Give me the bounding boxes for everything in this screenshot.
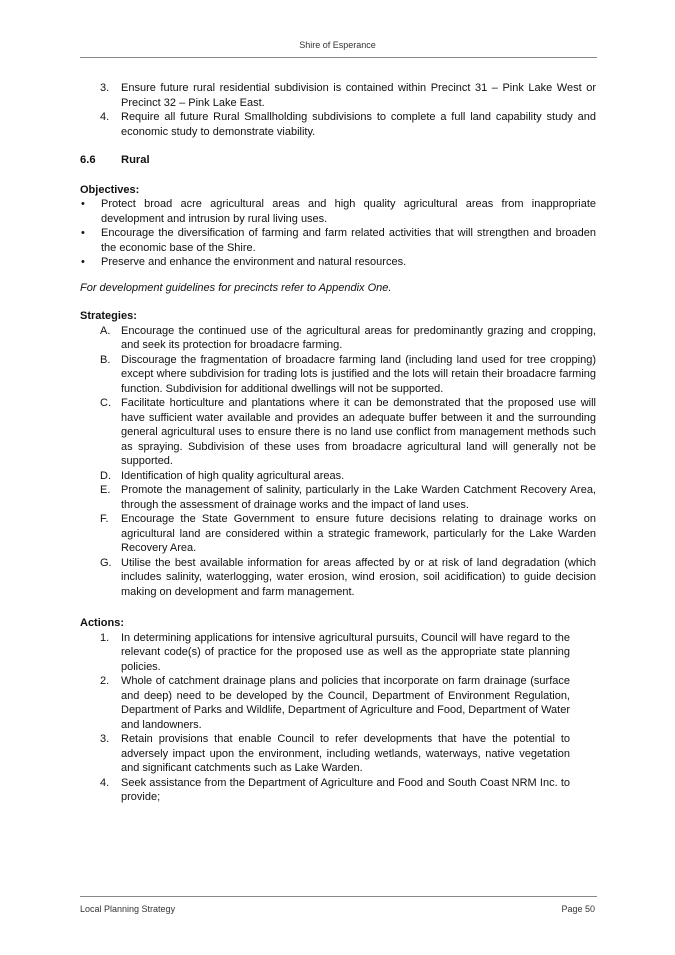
section-heading: [80, 153, 596, 168]
bullet-icon: •: [81, 198, 85, 210]
footer-document-title: Local Planning Strategy: [80, 904, 176, 914]
section-title: Rural: [121, 154, 150, 166]
list-item: [100, 674, 596, 732]
item-text: Retain provisions that enable Council to refer developments that have the potential to adversely impact upon the environment, including wetlands, waterways, native vegetation and significant catchments such as Lake Warden.: [121, 733, 570, 774]
header-rule: [80, 57, 597, 58]
list-item: [100, 353, 596, 397]
item-text: Encourage the continued use of the agricultural areas for predominantly grazing and cropping, and seek its protection for broadacre farming.: [121, 324, 596, 351]
item-number: 3.: [100, 82, 110, 94]
item-number: 3.: [100, 733, 110, 745]
item-text: Facilitate horticulture and plantations where it can be demonstrated that the proposed use will have sufficient water available and provides an adequate buffer between it and the surrounding general agricultural uses to ensure there is no land use conflict from management methods such as spraying. Subdivision of these uses from broadacre agricultural land will generally not be supported.: [121, 397, 596, 467]
item-number: 4.: [100, 776, 110, 789]
bullet-icon: •: [81, 227, 85, 239]
item-number: B.: [100, 353, 111, 366]
item-number: D.: [100, 469, 111, 482]
item-number: A.: [100, 324, 111, 337]
item-text: Promote the management of salinity, particularly in the Lake Warden Catchment Recovery Area, through the assessment of drainage works and the impact of land uses.: [121, 484, 596, 511]
item-text: Encourage the State Government to ensure future decisions relating to drainage works on agricultural land are considered within a strategic framework, particularly for the Lake Warden Recovery Area.: [121, 513, 596, 554]
list-item: [100, 776, 596, 805]
item-number: 4.: [100, 111, 110, 123]
item-number: 1.: [100, 631, 110, 644]
list-item: [100, 556, 596, 600]
list-item: [100, 110, 596, 139]
list-item: [100, 732, 596, 776]
item-text: Seek assistance from the Department of Agriculture and Food and South Coast NRM Inc. to provide;: [121, 776, 570, 803]
list-item: [100, 512, 596, 556]
guideline-note: For development guidelines for precincts refer to Appendix One.: [80, 281, 392, 294]
item-text: Preserve and enhance the environment and natural resources.: [101, 256, 407, 268]
item-text: Encourage the diversification of farming and farm related activities that will strengthen and broaden the economic base of the Shire.: [101, 227, 596, 254]
actions-heading: Actions:: [80, 617, 124, 629]
list-item: [100, 631, 596, 675]
section-number: 6.6: [80, 154, 96, 166]
page-header: Shire of Esperance: [299, 40, 376, 50]
item-text: Utilise the best available information for areas affected by or at risk of land degradation (which includes salinity, waterlogging, water erosion, wind erosion, soil acidification) to guide decision making on development and farm management.: [121, 556, 596, 598]
list-item: [100, 483, 596, 512]
objectives-list: [80, 197, 596, 270]
item-text: Discourage the fragmentation of broadacre farming land (including land used for tree cropping) except where subdivision for trading lots is justified and the lots will retain their broadacre farming function. Subdivision for additional dwellings will not be supported.: [121, 353, 596, 395]
item-text: Require all future Rural Smallholding subdivisions to complete a full land capability study and economic study to demonstrate viability.: [121, 111, 596, 138]
item-number: 2.: [100, 675, 110, 687]
item-text: Protect broad acre agricultural areas and high quality agricultural areas from inappropriate development and intrusion by rural living uses.: [101, 198, 596, 225]
item-number: F.: [100, 513, 109, 525]
list-item: [100, 324, 596, 353]
item-text: Whole of catchment drainage plans and policies that incorporate on farm drainage (surface and deep) need to be developed by the Council, Department of Environment Regulation, Department of Parks and Wildlife, Department of Agriculture and Food, Department of Water and landowners.: [121, 675, 570, 731]
list-item: [100, 469, 596, 484]
strategies-list: [80, 324, 596, 600]
strategies-heading: Strategies:: [80, 310, 137, 322]
item-text: In determining applications for intensive agricultural pursuits, Council will have regard to the relevant code(s) of practice for the proposed use as well as the appropriate state planning policies.: [121, 631, 570, 673]
page-number: Page 50: [561, 904, 595, 914]
item-number: G.: [100, 556, 112, 569]
objectives-heading: Objectives:: [80, 183, 140, 196]
list-item: [80, 226, 596, 255]
actions-list: [80, 631, 596, 805]
footer-rule: [80, 896, 597, 897]
page-body: [80, 81, 596, 805]
item-number: E.: [100, 484, 111, 496]
item-number: C.: [100, 397, 111, 409]
intro-list: [80, 81, 596, 139]
list-item: [100, 396, 596, 469]
bullet-icon: •: [81, 256, 85, 268]
list-item: [100, 81, 596, 110]
list-item: [80, 197, 596, 226]
item-text: Identification of high quality agricultural areas.: [121, 469, 345, 482]
list-item: [80, 255, 596, 270]
item-text: Ensure future rural residential subdivision is contained within Precinct 31 – Pink Lake West or Precinct 32 – Pink Lake East.: [121, 82, 596, 109]
